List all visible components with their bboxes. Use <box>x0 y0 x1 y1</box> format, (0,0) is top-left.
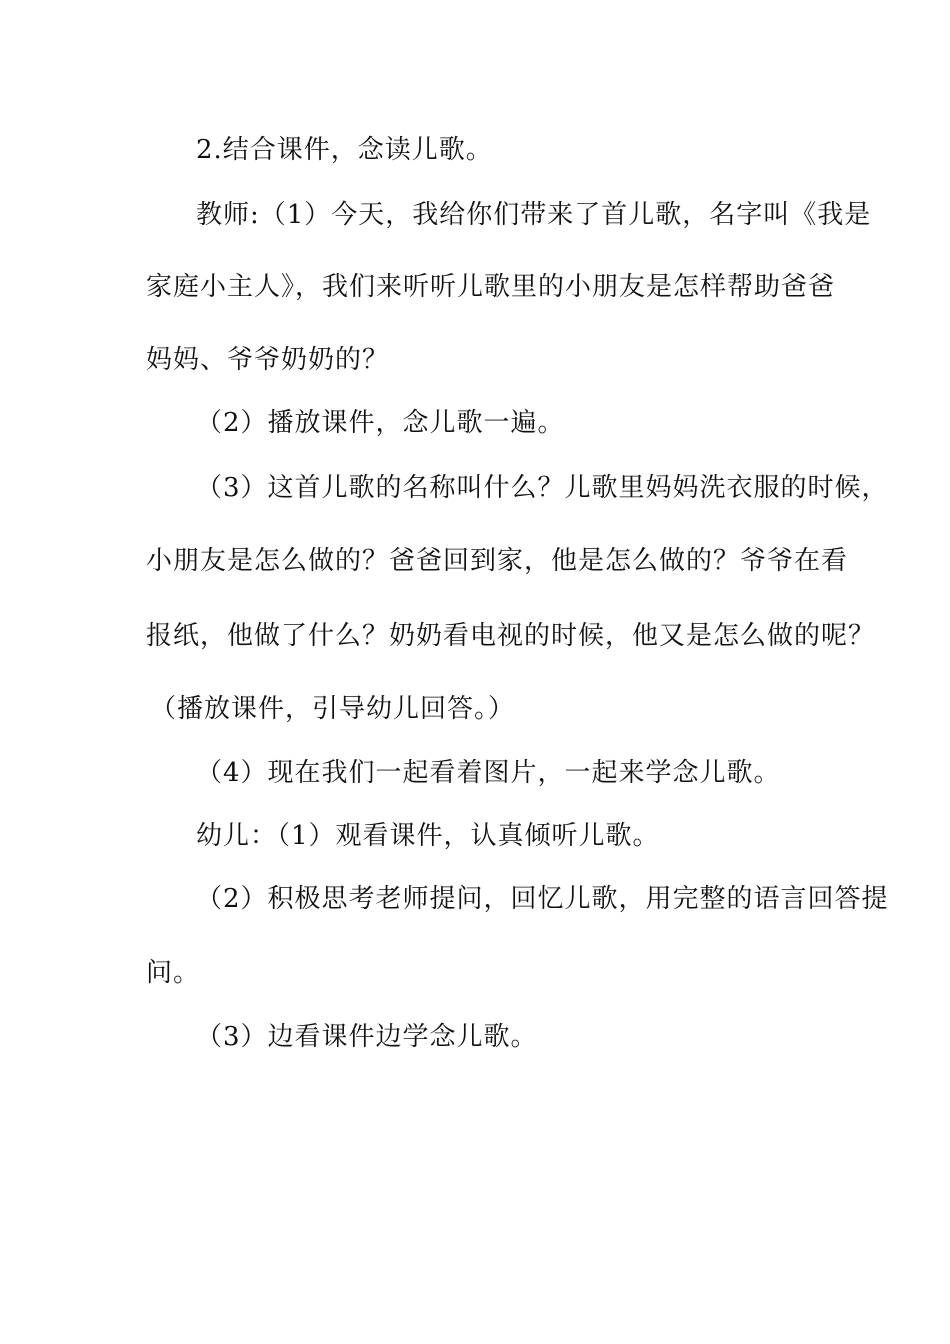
paragraph-line: 小朋友是怎么做的？爸爸回到家，他是怎么做的？爷爷在看 <box>146 546 849 576</box>
paragraph-line: （3）边看课件边学念儿歌。 <box>196 1022 538 1052</box>
paragraph-line: （4）现在我们一起看着图片，一起来学念儿歌。 <box>196 758 781 788</box>
paragraph-line: （2）积极思考老师提问，回忆儿歌，用完整的语言回答提 <box>196 884 889 914</box>
section-heading: 2.结合课件，念读儿歌。 <box>196 135 493 165</box>
paragraph-line: 教师:（1）今天，我给你们带来了首儿歌，名字叫《我是 <box>196 200 872 230</box>
paragraph-line: 问。 <box>146 958 201 988</box>
paragraph-line: （2）播放课件，念儿歌一遍。 <box>196 408 565 438</box>
paragraph-line: 报纸，他做了什么？奶奶看电视的时候，他又是怎么做的呢？ <box>146 621 876 651</box>
paragraph-line: 妈妈、爷爷奶奶的？ <box>146 345 390 375</box>
paragraph-line: （播放课件，引导幼儿回答。） <box>150 694 516 724</box>
paragraph-line: 幼儿：（1）观看课件，认真倾听儿歌。 <box>196 821 660 851</box>
paragraph-line: （3）这首儿歌的名称叫什么？儿歌里妈妈洗衣服的时候， <box>196 473 889 503</box>
paragraph-line: 家庭小主人》，我们来听听儿歌里的小朋友是怎样帮助爸爸 <box>146 272 836 302</box>
